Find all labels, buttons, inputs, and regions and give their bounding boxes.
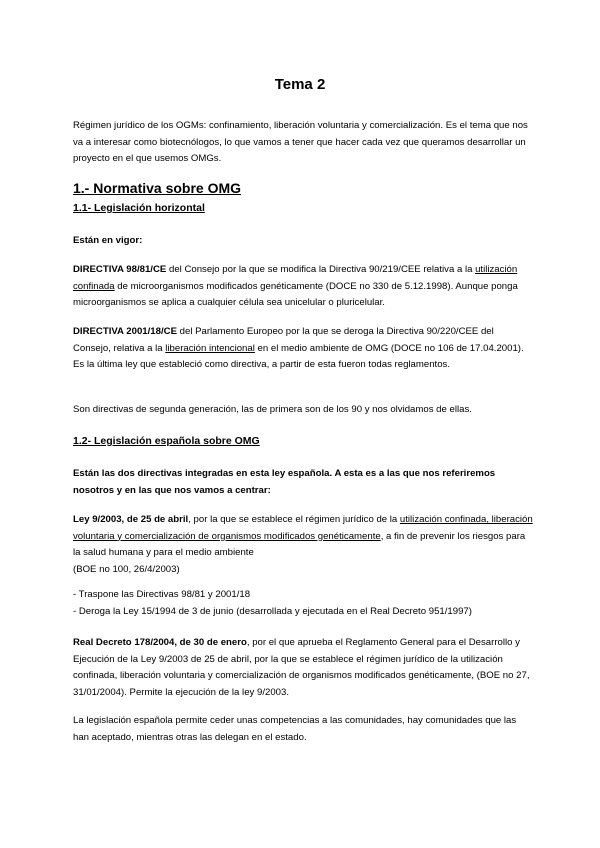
ley-9-2003-paragraph [73,512,533,578]
page-title: Tema 2 [274,76,326,93]
en-vigor-label: Están en vigor: [73,235,143,246]
subsection-heading-espanola: 1.2- Legislación española sobre OMG [73,435,260,447]
intro-paragraph: Régimen jurídico de los OGMs: confinamiento, liberación voluntaria y comercialización. Es el tema que nos va a interesar como biotecnólogos, lo que vamos a tener que hacer cada vez que queramos desarrollar un proyecto en el que usemos OMGs. [73,120,528,164]
ley-9-2003-text-a: , por la que se establece el régimen jurídico de la [188,514,400,525]
ley-9-2003-underlined-term: utilización confinada, liberación voluntaria y comercialización de organismos modificados genéticamente [73,514,533,542]
integradas-paragraph: Están las dos directivas integradas en esta ley española. A esta es a las que nos referiremos nosotros y en las que nos vamos a centrar: [73,468,496,496]
real-decreto-paragraph [73,635,533,701]
ley-9-2003-boe: (BOE no 100, 26/4/2003) [73,563,180,575]
directiva-98-text-b: de microorganismos modificados genéticamente (DOCE no 330 de 5.12.1998). Aunque ponga microorganismos se aplica a cualquier célula sea unicelular o pluricelular. [73,280,518,308]
real-decreto-text: , por el que aprueba el Reglamento General para el Desarrollo y Ejecución de la Ley 9/2003 de 25 de abril, por la que se establece el régimen jurídico de la utilización confinada, liberación voluntaria y comercialización de organismos modificados genéticamente, (BOE no 27, 31/01/2004). Permite la ejecución de la ley 9/2003. [73,637,530,698]
liberacion-intencional-term: liberación intencional [165,342,255,354]
utilizacion-confinada-term: utilización confinada [73,264,518,292]
ley-9-2003-code: Ley 9/2003, de 25 de abril [73,514,189,525]
directiva-2001-text-b: en el medio ambiente de OMG (DOCE no 106 de 17.04.2001). Es la última ley que estableció como directiva, a partir de esta fueron todas reglamentos. [73,342,524,370]
directiva-2001-code: DIRECTIVA 2001/18/CE [73,326,177,337]
directiva-2001-text-a: del Parlamento Europeo por la que se deroga la Directiva 90/220/CEE del Consejo, relativa a la [73,326,494,354]
directiva-98-text-a: del Consejo por la que se modifica la Directiva 90/219/CEE relativa a la [166,264,476,275]
directiva-2001-paragraph [73,324,533,374]
directiva-98-code: DIRECTIVA 98/81/CE [73,264,167,275]
traspone-line: - Traspone las Directivas 98/81 y 2001/18 [73,589,251,600]
final-paragraph: La legislación española permite ceder unas competencias a las comunidades, hay comunidades que las han aceptado, mientras otras las delegan en el estado. [73,715,517,743]
real-decreto-code: Real Decreto 178/2004, de 30 de enero [73,637,247,648]
subsection-heading-horizontal: 1.1- Legislación horizontal [73,202,205,214]
segunda-generacion-paragraph: Son directivas de segunda generación, las de primera son de los 90 y nos olvidamos de ellas. [73,404,472,415]
section-heading-normativa: 1.- Normativa sobre OMG [73,180,242,196]
ley-9-2003-text-b: , a fin de prevenir los riesgos para la salud humana y para el medio ambiente [73,530,526,558]
deroga-line: - Deroga la Ley 15/1994 de 3 de junio (desarrollada y ejecutada en el Real Decreto 951/1997) [73,606,472,617]
directiva-98-paragraph [73,262,533,312]
